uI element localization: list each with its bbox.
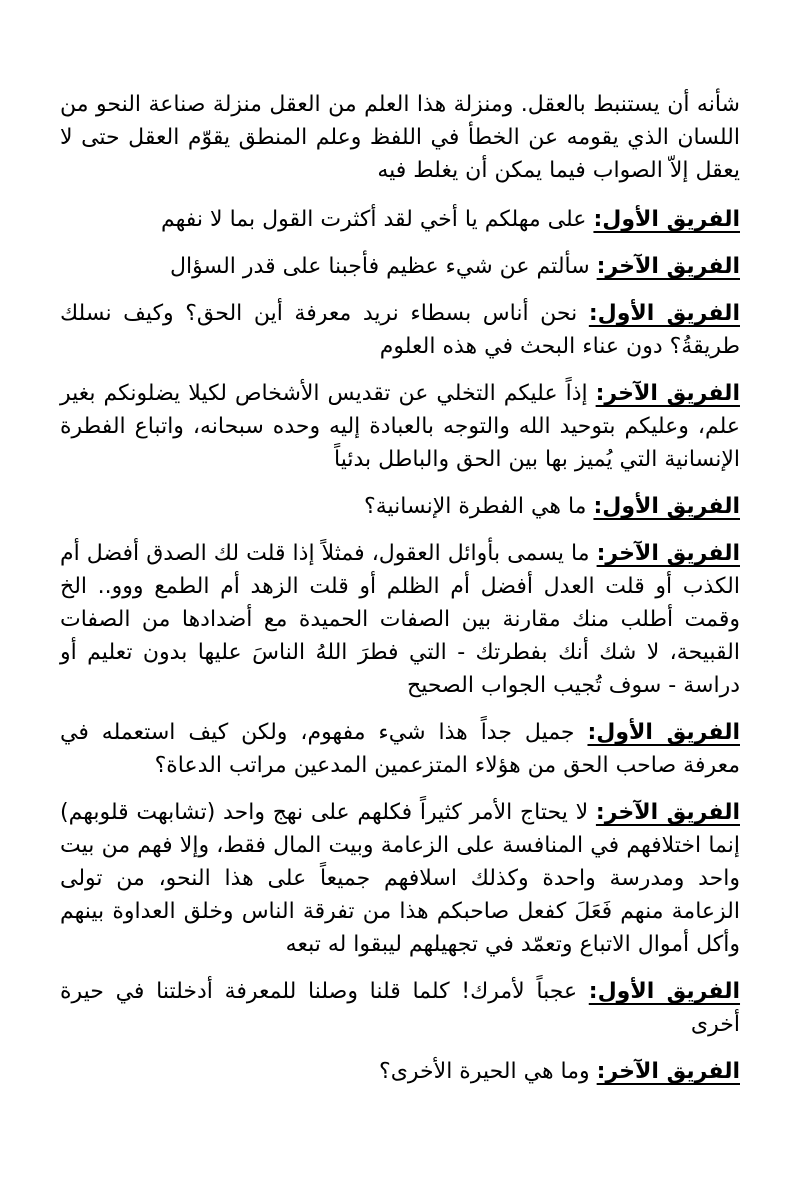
dialogue-text: عجباً لأمرك! كلما قلنا وصلنا للمعرفة أدخلتنا في حيرة أخرى: [60, 979, 740, 1037]
dialogue-text: ما هي الفطرة الإنسانية؟: [364, 494, 594, 519]
dialogue-line: [60, 377, 740, 476]
dialogue-text: جميل جداً هذا شيء مفهوم، ولكن كيف استعمله في معرفة صاحب الحق من هؤلاء المتزعمين المدعين مراتب الدعاة؟: [60, 720, 740, 778]
speaker-label: الفريق الأول:: [593, 207, 740, 232]
speaker-label: الفريق الأول:: [593, 494, 740, 519]
speaker-label: الفريق الأول:: [588, 979, 741, 1004]
dialogue-text: إذاً عليكم التخلي عن تقديس الأشخاص لكيلا يضلونكم بغير علم، وعليكم بتوحيد الله والتوجه بالعبادة إليه وحده سبحانه، واتباع الفطرة الإنسانية التي يُميز بها بين الحق والباطل بدئياً: [60, 381, 740, 472]
speaker-label: الفريق الآخر:: [595, 800, 740, 825]
speaker-label: الفريق الأول:: [588, 301, 740, 326]
dialogue-text: لا يحتاج الأمر كثيراً فكلهم على نهج واحد (تشابهت قلوبهم) إنما اختلافهم في المنافسة على الزعامة وبيت المال فقط، وإلا فهم من بيت واحد ومدرسة واحدة وكذلك اسلافهم جميعاً على هذا النحو، من تولى الزعامة منهم فَعَلَ كفعل صاحبكم هذا من تفرقة الناس وخلق العداوة بينهم وأكل أموال الاتباع وتعمّد في تجهيلهم ليبقوا له تبعه: [60, 800, 740, 957]
dialogue-line: [60, 537, 740, 702]
dialogue-line: [60, 297, 740, 363]
dialogue-line: [60, 796, 740, 961]
dialogue-text: ما يسمى بأوائل العقول، فمثلاً إذا قلت لك الصدق أفضل أم الكذب أو قلت العدل أفضل أم الظلم أو قلت الزهد أم الطمع ووو.. الخ وقمت أطلب منك مقارنة بين الصفات الحميدة مع أضدادها من الصفات القبيحة، لا شك أنك بفطرتك - التي فطرَ اللهُ الناسَ عليها بدون تعليم أو دراسة - سوف تُجيب الجواب الصحيح: [60, 541, 740, 698]
dialogue-text: على مهلكم يا أخي لقد أكثرت القول بما لا نفهم: [161, 207, 594, 232]
dialogue-line: [60, 975, 740, 1041]
dialogue-line: [60, 1055, 740, 1088]
dialogue-text: نحن أناس بسطاء نريد معرفة أين الحق؟ وكيف نسلك طريقةُ؟ دون عناء البحث في هذه العلوم: [60, 301, 740, 359]
dialogue-line: [60, 250, 740, 283]
dialogue-line: [60, 716, 740, 782]
intro-paragraph: شأنه أن يستنبط بالعقل. ومنزلة هذا العلم من العقل منزلة صناعة النحو من اللسان الذي يقومه عن الخطأ في اللفظ وعلم المنطق يقوّم العقل حتى لا يعقل إلاّ الصواب فيما يمكن أن يغلط فيه: [60, 92, 740, 183]
speaker-label: الفريق الآخر:: [595, 381, 740, 406]
dialogue-line: [60, 203, 740, 236]
speaker-label: الفريق الآخر:: [596, 254, 740, 279]
speaker-label: الفريق الأول:: [587, 720, 740, 745]
speaker-label: الفريق الآخر:: [596, 541, 740, 566]
speaker-label: الفريق الآخر:: [596, 1059, 740, 1084]
dialogue-line: [60, 490, 740, 523]
dialogue-text: سألتم عن شيء عظيم فأجبنا على قدر السؤال: [170, 254, 597, 279]
dialogue-text: وما هي الحيرة الأخرى؟: [379, 1059, 597, 1084]
